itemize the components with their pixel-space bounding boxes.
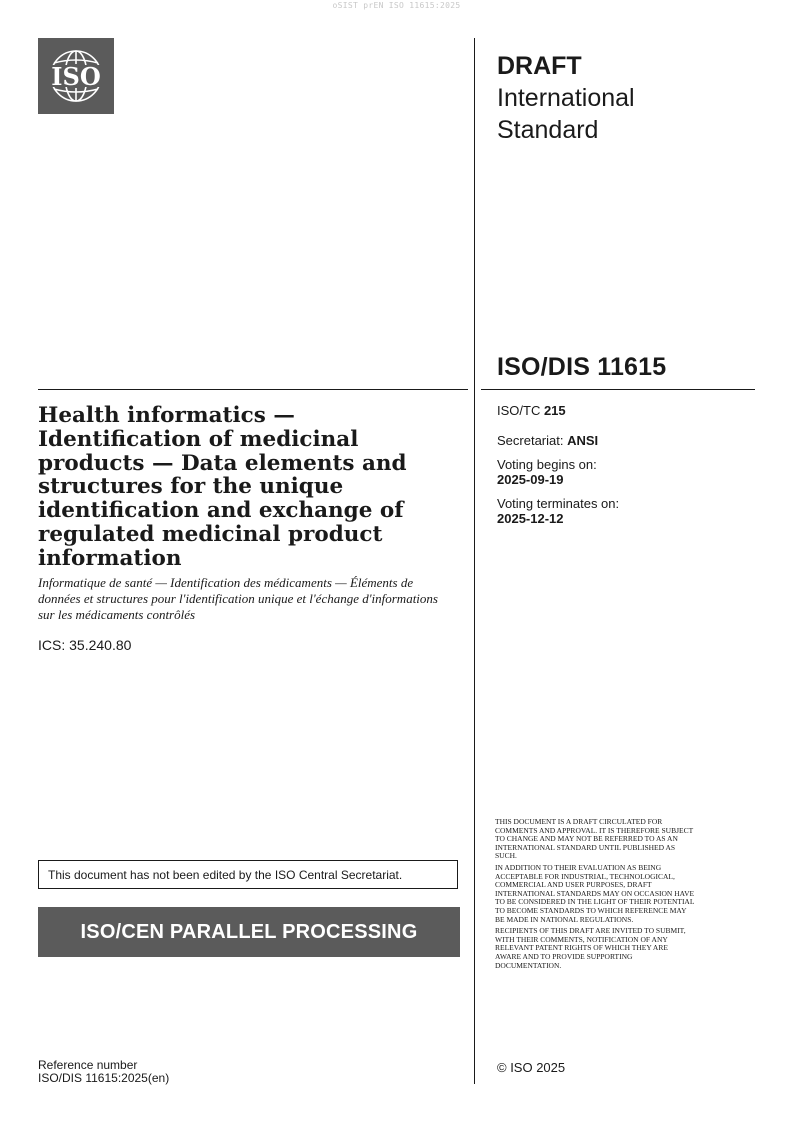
horizontal-divider-left (38, 389, 468, 390)
watermark: oSIST prEN ISO 11615:2025 (332, 1, 461, 10)
copyright: © ISO 2025 (497, 1060, 566, 1075)
vertical-divider (474, 38, 475, 1084)
horizontal-divider-right (481, 389, 755, 390)
secretariat-label: Secretariat: (497, 433, 568, 448)
voting-begins-date: 2025-09-19 (497, 472, 564, 487)
editing-notice: This document has not been edited by the ISO Central Secretariat. (38, 860, 458, 889)
reference-number (38, 1059, 169, 1085)
document-type-line1: DRAFT (497, 52, 582, 80)
iso-logo (38, 38, 114, 114)
document-type (497, 50, 757, 146)
tc-label: ISO/TC (497, 403, 544, 418)
iso-globe-logo-icon (38, 38, 114, 114)
disclaimer-paragraph: RECIPIENTS OF THIS DRAFT ARE INVITED TO SUBMIT, WITH THEIR COMMENTS, NOTIFICATION OF ANY RELEVANT PATENT RIGHTS OF WHICH THEY ARE AWARE AND TO PROVIDE SUPPORTING DOCUMENTATION. (495, 926, 686, 970)
reference-label: Reference number (38, 1058, 138, 1072)
voting-terminates-date: 2025-12-12 (497, 511, 564, 526)
voting-begins (497, 457, 747, 487)
reference-value: ISO/DIS 11615:2025(en) (38, 1071, 170, 1085)
secretariat-value: ANSI (567, 433, 599, 448)
logo-text: ISO (51, 62, 101, 91)
document-title-french: Informatique de santé — Identification des médicaments — Éléments de données et structures pour l'identification unique et l'échange d'informations sur les médicaments contrôlés (38, 575, 438, 622)
disclaimer-paragraph: IN ADDITION TO THEIR EVALUATION AS BEING ACCEPTABLE FOR INDUSTRIAL, TECHNOLOGICAL, COMMERCIAL AND USER PURPOSES, DRAFT INTERNATIONAL STANDARDS MAY ON OCCASION HAVE TO BE CONSIDERED IN THE LIGHT OF THEIR POTENTIAL TO BECOME STANDARDS TO WHICH REFERENCE MAY BE MADE IN NATIONAL REGULATIONS. (495, 862, 695, 924)
document-type-line2: International (497, 84, 635, 112)
parallel-processing-banner: ISO/CEN PARALLEL PROCESSING (38, 907, 460, 957)
disclaimer-paragraph: THIS DOCUMENT IS A DRAFT CIRCULATED FOR COMMENTS AND APPROVAL. IT IS THEREFORE SUBJECT TO CHANGE AND MAY NOT BE REFERRED TO AS AN INTERNATIONAL STANDARD UNTIL PUBLISHED AS SUCH. (495, 817, 694, 861)
technical-committee (497, 403, 747, 418)
document-type-line3: Standard (497, 116, 599, 144)
document-number: ISO/DIS 11615 (497, 353, 667, 381)
voting-terminates-label: Voting terminates on: (497, 496, 620, 511)
draft-disclaimer (495, 818, 695, 973)
ics-code: ICS: 35.240.80 (38, 637, 132, 653)
secretariat (497, 433, 747, 448)
voting-begins-label: Voting begins on: (497, 457, 597, 472)
document-metadata (497, 403, 747, 526)
document-title: Health informatics — Identification of medicinal products — Data elements and structures for the unique identification and exchange of regulated medicinal product information (38, 403, 407, 571)
voting-terminates (497, 496, 747, 526)
tc-value: 215 (543, 403, 566, 418)
